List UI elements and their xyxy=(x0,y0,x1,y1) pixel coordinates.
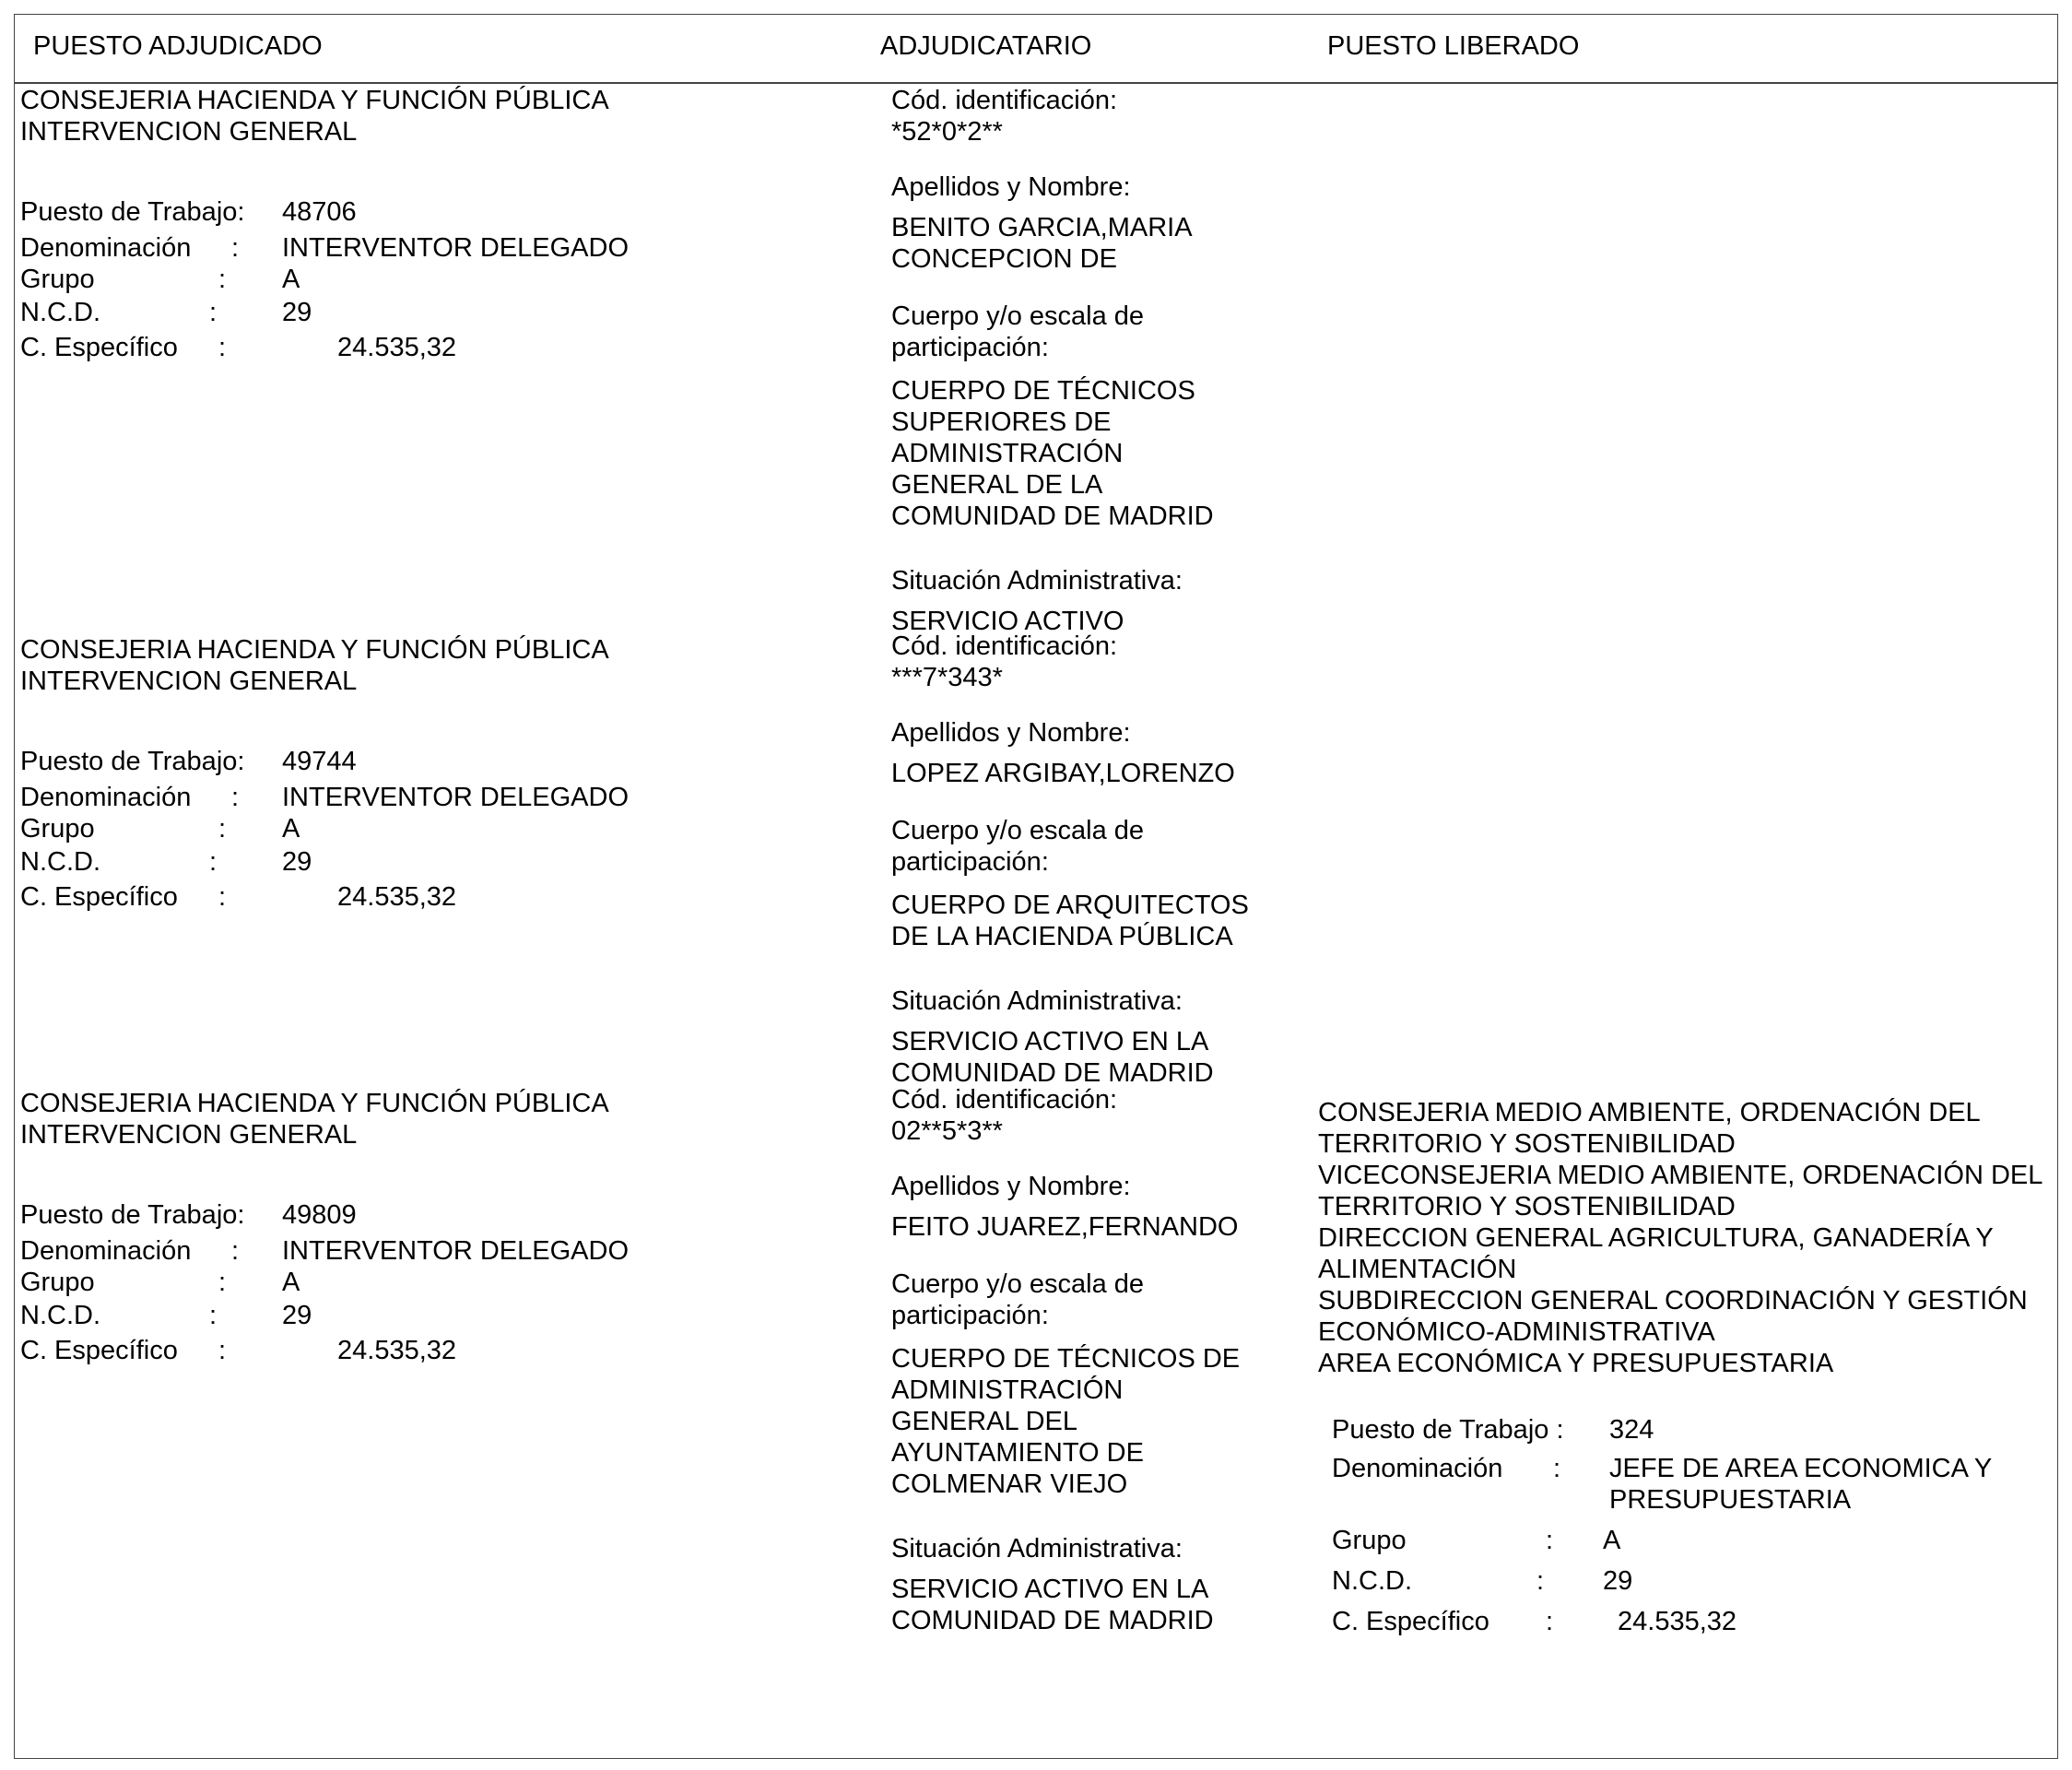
ncd-value: 29 xyxy=(282,298,312,327)
nombre-label: Apellidos y Nombre: xyxy=(891,718,1131,748)
cuerpo-line: CUERPO DE TÉCNICOS xyxy=(891,376,1195,406)
unidad-line: INTERVENCION GENERAL xyxy=(20,1120,358,1150)
cuerpo-label-line: Cuerpo y/o escala de xyxy=(891,1269,1145,1299)
situacion-label: Situación Administrativa: xyxy=(891,1534,1183,1564)
situacion-line: SERVICIO ACTIVO EN LA xyxy=(891,1575,1209,1604)
liberado-especifico-label: C. Específico xyxy=(1332,1607,1489,1636)
grupo-value: A xyxy=(282,814,300,844)
especifico-label: C. Específico xyxy=(20,882,178,912)
cuerpo-line: GENERAL DE LA xyxy=(891,470,1103,500)
ncd-label: N.C.D. xyxy=(20,847,100,877)
unidad-line: INTERVENCION GENERAL xyxy=(20,667,358,696)
grupo-label: Grupo xyxy=(20,1268,95,1297)
cod-label: Cód. identificación: xyxy=(891,1085,1118,1115)
liberado-org-line: DIRECCION GENERAL AGRICULTURA, GANADERÍA Y xyxy=(1318,1223,1994,1253)
ncd-value: 29 xyxy=(282,847,312,877)
puesto-value: 49809 xyxy=(282,1200,357,1230)
colon: : xyxy=(1546,1607,1554,1636)
cuerpo-line: COMUNIDAD DE MADRID xyxy=(891,502,1214,531)
cuerpo-label-line: Cuerpo y/o escala de xyxy=(891,301,1145,331)
nombre-line: BENITO GARCIA,MARIA xyxy=(891,213,1193,242)
situacion-label: Situación Administrativa: xyxy=(891,566,1183,596)
consejeria-line: CONSEJERIA HACIENDA Y FUNCIÓN PÚBLICA xyxy=(20,1089,609,1118)
situacion-line: SERVICIO ACTIVO xyxy=(891,607,1124,636)
ncd-label: N.C.D. xyxy=(20,1301,100,1330)
liberado-org-line: SUBDIRECCION GENERAL COORDINACIÓN Y GESTIÓN xyxy=(1318,1286,2028,1316)
cod-label: Cód. identificación: xyxy=(891,631,1118,661)
liberado-puesto-label: Puesto de Trabajo : xyxy=(1332,1415,1564,1445)
colon: : xyxy=(218,882,227,912)
situacion-line: COMUNIDAD DE MADRID xyxy=(891,1606,1214,1635)
cuerpo-label-line: participación: xyxy=(891,333,1049,362)
especifico-label: C. Específico xyxy=(20,333,178,362)
colon: : xyxy=(218,814,227,844)
liberado-denominacion-line: JEFE DE AREA ECONOMICA Y xyxy=(1609,1454,1993,1483)
cuerpo-label-line: Cuerpo y/o escala de xyxy=(891,816,1145,845)
colon: : xyxy=(218,1336,227,1365)
nombre-label: Apellidos y Nombre: xyxy=(891,172,1131,202)
cuerpo-line: AYUNTAMIENTO DE xyxy=(891,1438,1144,1468)
denominacion-value: INTERVENTOR DELEGADO xyxy=(282,233,630,263)
situacion-line: COMUNIDAD DE MADRID xyxy=(891,1058,1214,1088)
denominacion-value: INTERVENTOR DELEGADO xyxy=(282,783,630,812)
especifico-label: C. Específico xyxy=(20,1336,178,1365)
cod-value: ***7*343* xyxy=(891,663,1003,692)
cuerpo-line: CUERPO DE TÉCNICOS DE xyxy=(891,1344,1241,1374)
liberado-puesto-value: 324 xyxy=(1609,1415,1654,1445)
colon: : xyxy=(231,1236,240,1266)
puesto-label: Puesto de Trabajo: xyxy=(20,747,245,776)
colon: : xyxy=(218,265,227,294)
header-adjudicatario: ADJUDICATARIO xyxy=(880,31,1092,61)
puesto-label: Puesto de Trabajo: xyxy=(20,197,245,227)
colon: : xyxy=(1553,1454,1561,1483)
liberado-especifico-value: 24.535,32 xyxy=(1618,1607,1737,1636)
liberado-denominacion-label: Denominación xyxy=(1332,1454,1503,1483)
liberado-org-line: CONSEJERIA MEDIO AMBIENTE, ORDENACIÓN DEL xyxy=(1318,1098,1981,1127)
cod-label: Cód. identificación: xyxy=(891,86,1118,115)
colon: : xyxy=(209,847,218,877)
liberado-org-line: AREA ECONÓMICA Y PRESUPUESTARIA xyxy=(1318,1349,1834,1378)
denominacion-value: INTERVENTOR DELEGADO xyxy=(282,1236,630,1266)
liberado-org-line: VICECONSEJERIA MEDIO AMBIENTE, ORDENACIÓN DEL xyxy=(1318,1161,2043,1190)
liberado-ncd-value: 29 xyxy=(1603,1566,1633,1596)
especifico-value: 24.535,32 xyxy=(337,333,457,362)
liberado-org-line: ALIMENTACIÓN xyxy=(1318,1255,1517,1284)
grupo-label: Grupo xyxy=(20,265,95,294)
grupo-value: A xyxy=(282,1268,300,1297)
cuerpo-line: COLMENAR VIEJO xyxy=(891,1469,1128,1499)
consejeria-line: CONSEJERIA HACIENDA Y FUNCIÓN PÚBLICA xyxy=(20,635,609,665)
puesto-label: Puesto de Trabajo: xyxy=(20,1200,245,1230)
cod-value: 02**5*3** xyxy=(891,1116,1003,1146)
liberado-grupo-label: Grupo xyxy=(1332,1526,1407,1555)
liberado-org-line: TERRITORIO Y SOSTENIBILIDAD xyxy=(1318,1192,1736,1221)
colon: : xyxy=(209,298,218,327)
puesto-value: 48706 xyxy=(282,197,357,227)
especifico-value: 24.535,32 xyxy=(337,882,457,912)
colon: : xyxy=(231,783,240,812)
denominacion-label: Denominación xyxy=(20,783,192,812)
grupo-value: A xyxy=(282,265,300,294)
cuerpo-line: CUERPO DE ARQUITECTOS xyxy=(891,891,1249,920)
colon: : xyxy=(1546,1526,1554,1555)
ncd-label: N.C.D. xyxy=(20,298,100,327)
situacion-label: Situación Administrativa: xyxy=(891,986,1183,1016)
colon: : xyxy=(218,1268,227,1297)
ncd-value: 29 xyxy=(282,1301,312,1330)
header-puesto-liberado: PUESTO LIBERADO xyxy=(1327,31,1580,61)
liberado-org-line: ECONÓMICO-ADMINISTRATIVA xyxy=(1318,1317,1715,1347)
nombre-line: LOPEZ ARGIBAY,LORENZO xyxy=(891,759,1235,788)
situacion-line: SERVICIO ACTIVO EN LA xyxy=(891,1027,1209,1056)
cod-value: *52*0*2** xyxy=(891,117,1003,147)
nombre-line: FEITO JUAREZ,FERNANDO xyxy=(891,1212,1239,1242)
header-puesto-adjudicado: PUESTO ADJUDICADO xyxy=(33,31,323,61)
nombre-line: CONCEPCION DE xyxy=(891,244,1117,274)
liberado-grupo-value: A xyxy=(1603,1526,1621,1555)
colon: : xyxy=(218,333,227,362)
colon: : xyxy=(1536,1566,1545,1596)
cuerpo-line: SUPERIORES DE xyxy=(891,407,1112,437)
nombre-label: Apellidos y Nombre: xyxy=(891,1172,1131,1201)
cuerpo-line: DE LA HACIENDA PÚBLICA xyxy=(891,922,1233,951)
unidad-line: INTERVENCION GENERAL xyxy=(20,117,358,147)
cuerpo-label-line: participación: xyxy=(891,1301,1049,1330)
denominacion-label: Denominación xyxy=(20,233,192,263)
especifico-value: 24.535,32 xyxy=(337,1336,457,1365)
cuerpo-line: GENERAL DEL xyxy=(891,1407,1077,1436)
colon: : xyxy=(209,1301,218,1330)
colon: : xyxy=(231,233,240,263)
puesto-value: 49744 xyxy=(282,747,357,776)
liberado-ncd-label: N.C.D. xyxy=(1332,1566,1412,1596)
liberado-denominacion-line: PRESUPUESTARIA xyxy=(1609,1485,1852,1515)
consejeria-line: CONSEJERIA HACIENDA Y FUNCIÓN PÚBLICA xyxy=(20,86,609,115)
cuerpo-line: ADMINISTRACIÓN xyxy=(891,1375,1124,1405)
denominacion-label: Denominación xyxy=(20,1236,192,1266)
grupo-label: Grupo xyxy=(20,814,95,844)
liberado-org-line: TERRITORIO Y SOSTENIBILIDAD xyxy=(1318,1129,1736,1159)
cuerpo-line: ADMINISTRACIÓN xyxy=(891,439,1124,468)
cuerpo-label-line: participación: xyxy=(891,847,1049,877)
